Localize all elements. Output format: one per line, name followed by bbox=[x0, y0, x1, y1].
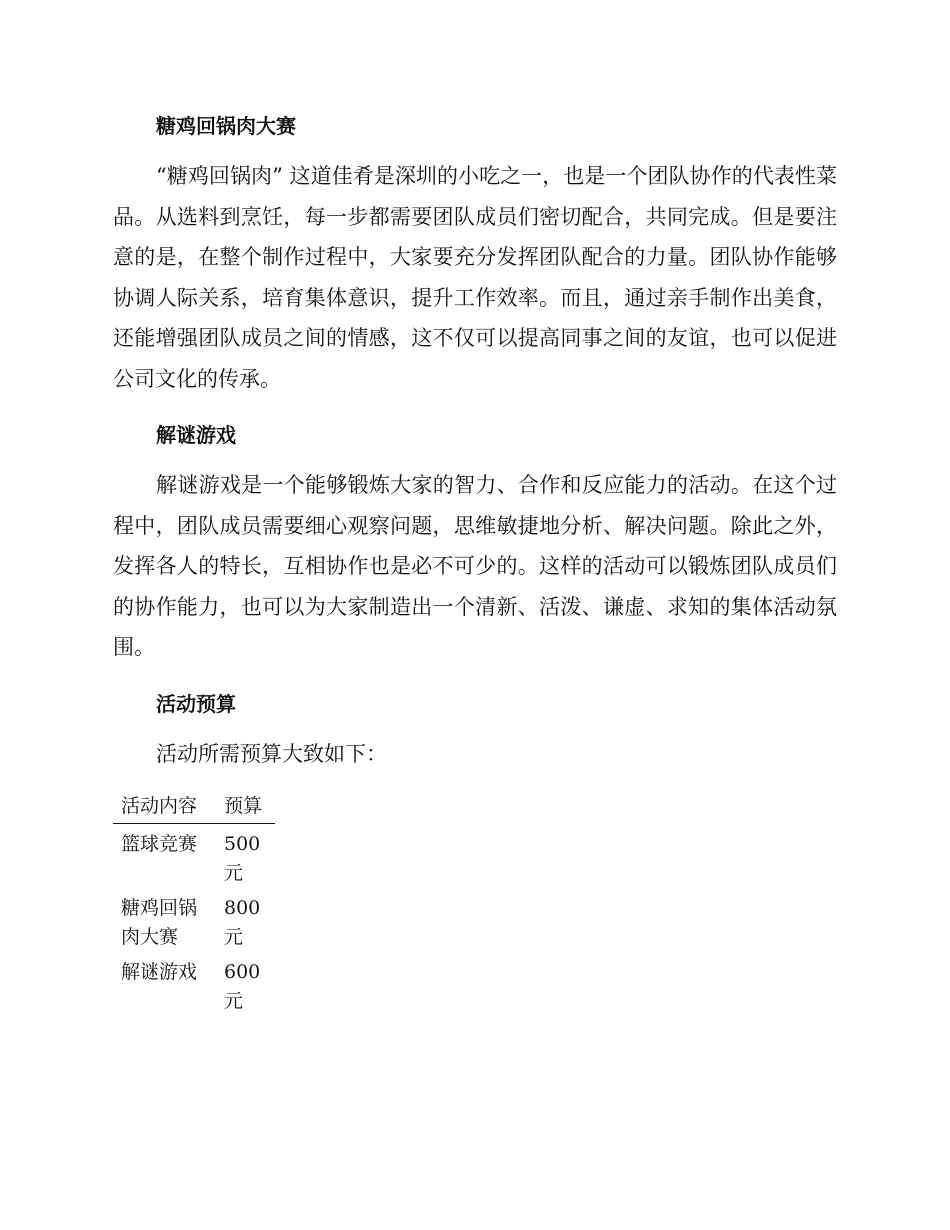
table-row bbox=[113, 823, 275, 888]
budget-row-cost: 800元 bbox=[224, 896, 261, 948]
budget-table-header-row bbox=[113, 792, 275, 824]
budget-intro-text: 活动所需预算大致如下： bbox=[156, 741, 387, 766]
section-paragraph-tangji: “糖鸡回锅肉” 这道佳肴是深圳的小吃之一，也是一个团队协作的代表性菜品。从选料到烹饪，每一步都需要团队成员们密切配合，共同完成。但是要注意的是，在整个制作过程中，大家要充分发挥团队配合的力量。团队协作能够协调人际关系，培育集体意识，提升工作效率。而且，通过亲手制作出美食，还能增强团队成员之间的情感，这不仅可以提高同事之间的友谊，也可以促进公司文化的传承。 bbox=[113, 164, 837, 391]
budget-header-item: 活动内容 bbox=[121, 794, 198, 817]
section-heading-budget: 活动预算 bbox=[156, 691, 236, 716]
budget-row-item: 篮球竞赛 bbox=[121, 832, 198, 855]
section-heading-puzzle: 解谜游戏 bbox=[156, 423, 236, 447]
budget-row-cost: 600元 bbox=[224, 960, 261, 1012]
table-row bbox=[113, 952, 275, 1016]
budget-header-cost: 预算 bbox=[224, 794, 263, 817]
table-row bbox=[113, 888, 275, 952]
section-heading-tangji: 糖鸡回锅肉大赛 bbox=[156, 114, 296, 138]
document-page bbox=[113, 108, 837, 1016]
budget-row-item: 糖鸡回锅肉大赛 bbox=[121, 896, 198, 948]
budget-row-item: 解谜游戏 bbox=[121, 960, 198, 983]
budget-row-cost: 500元 bbox=[224, 832, 261, 884]
budget-table bbox=[113, 792, 275, 1016]
section-paragraph-puzzle: 解谜游戏是一个能够锻炼大家的智力、合作和反应能力的活动。在这个过程中，团队成员需要细心观察问题，思维敏捷地分析、解决问题。除此之外，发挥各人的特长，互相协作也是必不可少的。这样的活动可以锻炼团队成员们的协作能力，也可以为大家制造出一个清新、活泼、谦虚、求知的集体活动氛围。 bbox=[113, 473, 837, 659]
